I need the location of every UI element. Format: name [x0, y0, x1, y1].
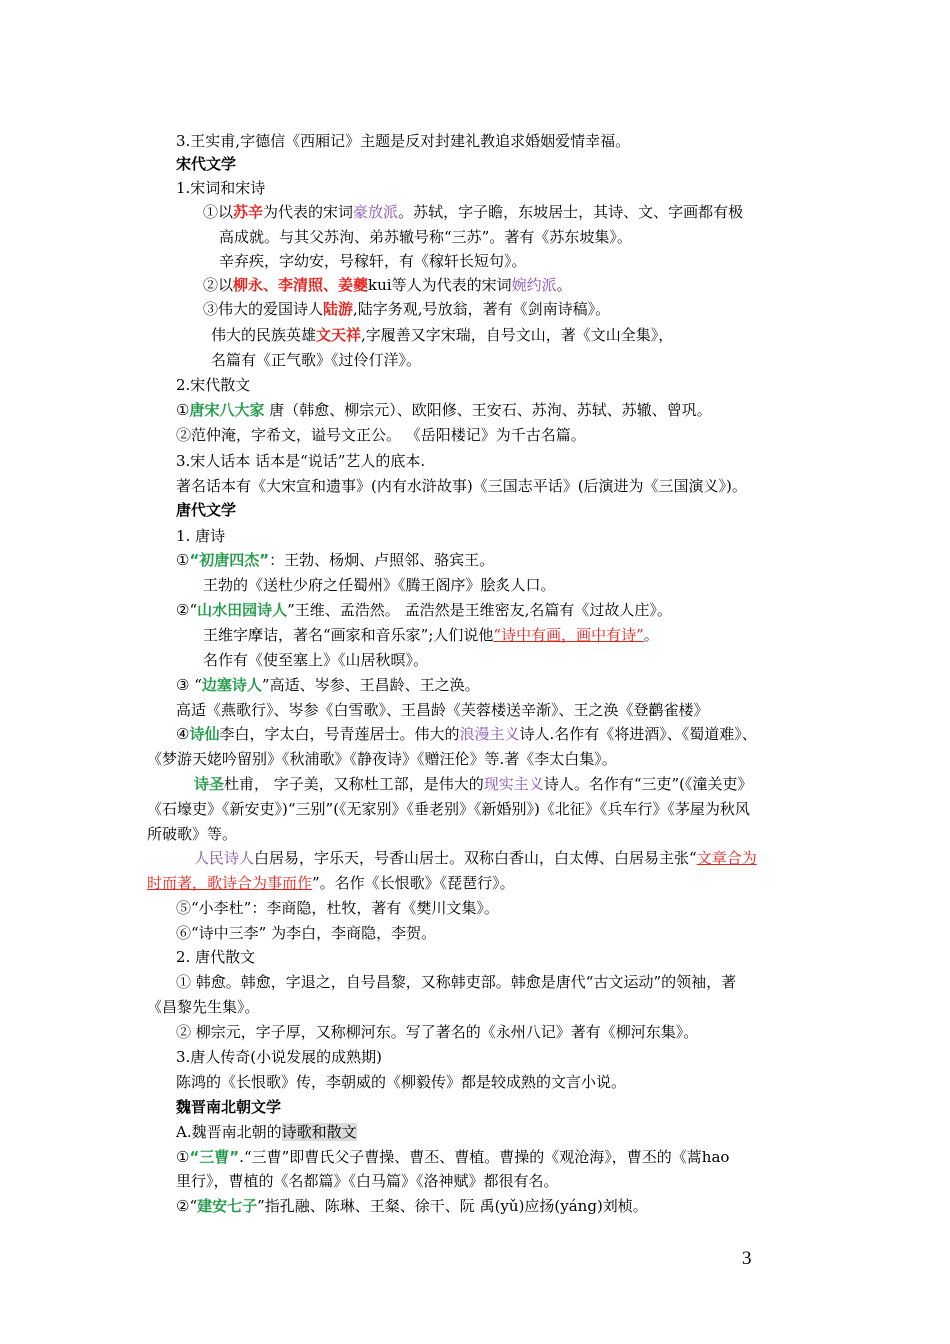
text-run: “三曹” — [189, 1148, 240, 1166]
text-run: 2. 唐代散文 — [176, 948, 256, 966]
text-run: 名作有《使至塞上》《山居秋暝》。 — [203, 651, 429, 669]
section-heading: 宋代文学 — [176, 155, 237, 173]
text-run: ① — [176, 401, 190, 419]
text-run: 3.王实甫,字德信《西厢记》主题是反对封建礼教追求婚姻爱情幸福。 — [176, 132, 631, 150]
text-line — [176, 1022, 698, 1042]
text-run: 王维字摩诘，著名“画家和音乐家”;人们说他 — [203, 626, 494, 644]
text-run: 唐宋八大家 — [189, 401, 265, 419]
text-run: 建安七子 — [197, 1197, 258, 1215]
text-line — [176, 400, 712, 420]
text-run: ③伟大的爱国诗人 — [203, 300, 324, 318]
text-run: 时而著，歌诗合为事而作 — [147, 874, 313, 892]
text-run: 杜甫， 字子美，又称杜工部，是伟大的 — [224, 775, 484, 793]
text-run: 文章合为 — [696, 849, 757, 867]
text-run: 《梦游天姥吟留别》《秋浦歌》《静夜诗》《赠汪伦》等.著《李太白集》。 — [147, 750, 617, 768]
text-run: ,字履善又字宋瑞，自号文山，著《文山全集》， — [361, 326, 674, 344]
text-run: 王勃的《送杜少府之任蜀州》《腾王阁序》脍炙人口。 — [203, 576, 556, 594]
text-run: 柳永、李清照、姜夔 — [233, 276, 369, 294]
text-run: 《石壕吏》《新安吏》)“三别”(《无家别》《垂老别》《新婚别》)《北征》《兵车行》《茅屋为秋风 — [147, 800, 750, 818]
text-run: 。 — [643, 626, 659, 644]
text-run: ”指孔融、陈琳、王粲、徐干、阮 禹(yǔ)应扬(yáng)刘桢。 — [257, 1197, 648, 1215]
text-run: 所破歌》等。 — [147, 825, 238, 843]
text-line — [176, 947, 255, 967]
text-run: 山水田园诗人 — [197, 601, 288, 619]
text-run: ②“ — [176, 601, 198, 619]
text-run: 诗圣 — [194, 775, 225, 793]
text-run: 里行》，曹植的《名都篇》《白马篇》《洛神赋》都很有名。 — [176, 1172, 559, 1190]
text-run: ①以 — [203, 203, 234, 221]
text-line — [203, 575, 556, 595]
page-number: 3 — [742, 1248, 752, 1269]
text-line — [176, 476, 747, 496]
text-line — [176, 923, 436, 943]
text-line — [176, 898, 499, 918]
text-run: 陈鸿的《长恨歌》传，李朝威的《柳毅传》都是较成熟的文言小说。 — [176, 1073, 627, 1091]
text-line — [176, 131, 630, 151]
text-run: 浪漫主义 — [459, 725, 520, 743]
text-line — [203, 650, 428, 670]
text-run: 伟大的民族英雄 — [211, 326, 317, 344]
text-line — [176, 1196, 648, 1216]
text-run: 3.宋人话本 话本是“说话”艺人的底本. — [176, 452, 426, 470]
text-line — [176, 1122, 357, 1142]
text-line — [194, 774, 753, 794]
text-run: ”王维、孟浩然。 孟浩然是王维密友,名篇有《过故人庄》。 — [287, 601, 672, 619]
text-line — [176, 154, 236, 174]
text-run: 豪放派 — [353, 203, 399, 221]
text-run: ：王勃、杨炯、卢照邻、骆宾王。 — [269, 551, 495, 569]
text-line — [211, 350, 421, 370]
text-line — [176, 451, 425, 471]
text-run: 辛弃疾，字幼安，号稼轩，有《稼轩长短句》。 — [219, 252, 527, 270]
text-run: 。 — [556, 276, 572, 294]
text-run: 现实主义 — [483, 775, 544, 793]
text-run: 苏辛 — [233, 203, 264, 221]
text-line — [203, 299, 610, 319]
text-run: A.魏晋南北朝的 — [176, 1123, 282, 1141]
text-line — [176, 1072, 626, 1092]
text-run: 诗人.名作有《将进酒》、《蜀道难》、 — [519, 725, 757, 743]
text-run: 白居易，字乐天，号香山居士。双称白香山，白太傅、白居易主张“ — [254, 849, 697, 867]
text-line — [176, 675, 480, 695]
text-run: “初唐四杰” — [189, 551, 270, 569]
text-line — [176, 1097, 281, 1117]
text-line — [219, 251, 527, 271]
text-line — [176, 972, 736, 992]
text-line — [176, 526, 225, 546]
text-run: 诗歌和散文 — [281, 1123, 357, 1141]
text-run: 3.唐人传奇(小说发展的成熟期) — [176, 1048, 383, 1066]
text-run: ②“ — [176, 1197, 198, 1215]
text-line — [176, 600, 672, 620]
text-run: 。苏轼，字子瞻，东坡居士，其诗、文、字画都有极 — [398, 203, 744, 221]
text-run: 高适《燕歌行》、岑参《白雪歌》、王昌龄《芙蓉楼送辛渐》、王之涣《登鹳雀楼》 — [176, 701, 709, 719]
section-heading: 唐代文学 — [176, 501, 237, 519]
text-run: ① 韩愈。韩愈，字退之，自号昌黎，又称韩吏部。韩愈是唐代“古文运动”的领袖，著 — [176, 973, 737, 991]
text-line — [211, 325, 673, 345]
text-run: “诗中有画，画中有诗” — [493, 626, 644, 644]
text-line — [219, 227, 632, 247]
text-run: 2.宋代散文 — [176, 376, 251, 394]
text-line — [203, 275, 572, 295]
text-line — [176, 700, 709, 720]
text-run: 高成就。与其父苏洵、弟苏辙号称“三苏”。著有《苏东坡集》。 — [219, 228, 632, 246]
text-run: ④ — [176, 725, 190, 743]
text-run: ②范仲淹，字希文，谥号文正公。 《岳阳楼记》为千古名篇。 — [176, 426, 586, 444]
text-run: ③ “ — [176, 676, 202, 694]
text-run: 边塞诗人 — [201, 676, 262, 694]
text-run: ① — [176, 551, 190, 569]
text-line — [194, 848, 757, 868]
text-run: 诗仙 — [189, 725, 220, 743]
text-line — [176, 724, 757, 744]
text-run: 名篇有《正气歌》《过伶仃洋》。 — [211, 351, 422, 369]
text-line — [176, 1147, 729, 1167]
text-line — [147, 749, 617, 769]
text-line — [147, 873, 515, 893]
text-run: ⑤“小李杜”：李商隐，杜牧，著有《樊川文集》。 — [176, 899, 499, 917]
section-heading: 魏晋南北朝文学 — [176, 1098, 282, 1116]
text-run: ② 柳宗元，字子厚，又称柳河东。写了著名的《永州八记》著有《柳河东集》。 — [176, 1023, 699, 1041]
text-run: ”。名作《长恨歌》《琵琶行》。 — [312, 874, 515, 892]
text-run: 婉约派 — [511, 276, 557, 294]
text-run: ,陆字务观,号放翁，著有《剑南诗稿》。 — [353, 300, 611, 318]
text-run: .“三曹”即曹氏父子曹操、曹丕、曹植。曹操的《观沧海》，曹丕的《蒿hao — [239, 1148, 730, 1166]
text-line — [176, 550, 494, 570]
text-line — [176, 500, 236, 520]
text-run: 诗人。名作有“三吏”(《潼关吏》 — [543, 775, 753, 793]
text-line — [203, 202, 743, 222]
text-line — [176, 1047, 382, 1067]
text-line — [147, 799, 750, 819]
text-run: 文天祥 — [316, 326, 362, 344]
text-line — [147, 997, 260, 1017]
text-line — [203, 625, 659, 645]
text-line — [176, 178, 265, 198]
text-line — [147, 824, 237, 844]
text-run: 《昌黎先生集》。 — [147, 998, 260, 1016]
text-run: 1. 唐诗 — [176, 527, 226, 545]
text-run: ②以 — [203, 276, 234, 294]
text-run: ”高适、岑参、王昌龄、王之涣。 — [261, 676, 480, 694]
text-run: 人民诗人 — [194, 849, 255, 867]
text-line — [176, 1171, 559, 1191]
text-run: ⑥“诗中三李” 为李白，李商隐，李贺。 — [176, 924, 437, 942]
text-line — [176, 425, 586, 445]
text-run: 唐（韩愈、柳宗元）、欧阳修、王安石、苏洵、苏轼、苏辙、曾巩。 — [264, 401, 712, 419]
text-run: 1.宋词和宋诗 — [176, 179, 266, 197]
text-run: 著名话本有《大宋宣和遗事》(内有水浒故事)《三国志平话》(后演进为《三国演义》)。 — [176, 477, 747, 495]
text-run: ① — [176, 1148, 190, 1166]
text-line — [176, 375, 250, 395]
text-run: 为代表的宋词 — [263, 203, 354, 221]
text-run: 陆游 — [323, 300, 354, 318]
text-run: 李白，字太白，号青莲居士。伟大的 — [219, 725, 460, 743]
text-run: kui等人为代表的宋词 — [368, 276, 512, 294]
